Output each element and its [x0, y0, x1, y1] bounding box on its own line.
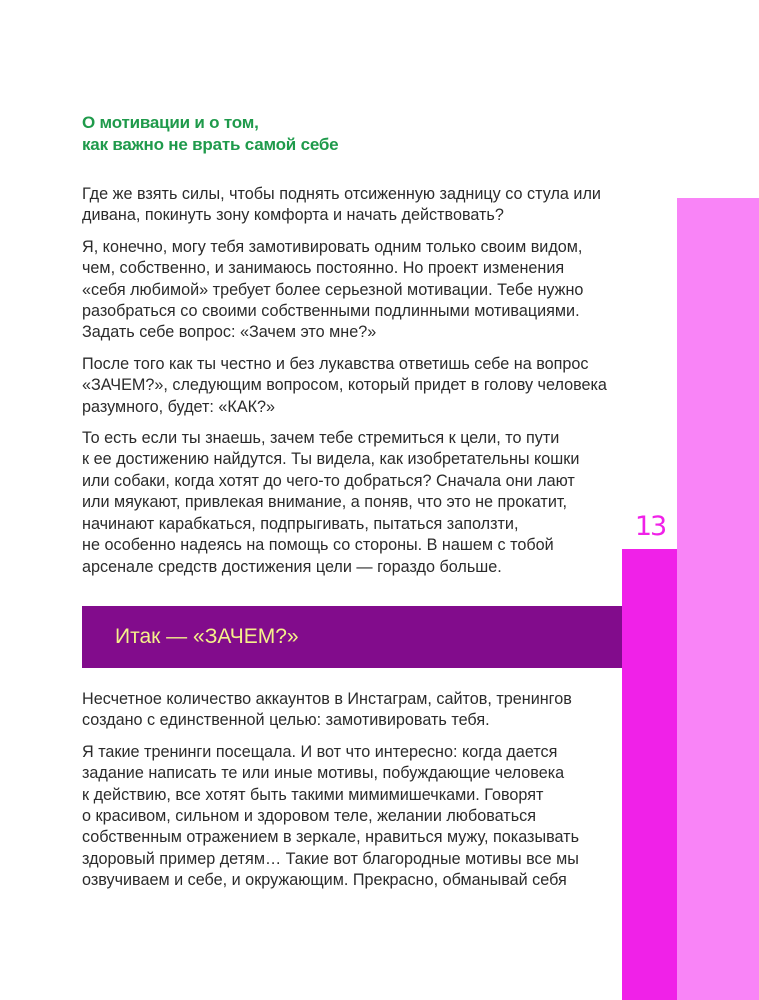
text-line: Я, конечно, могу тебя замотивировать одним только своим видом, — [82, 237, 583, 256]
text-line: дивана, покинуть зону комфорта и начать действовать? — [82, 206, 504, 225]
heading-line: как важно не врать самой себе — [82, 135, 339, 154]
section-banner — [82, 606, 622, 668]
text-line: Я такие тренинги посещала. И вот что интересно: когда дается — [82, 742, 558, 761]
paragraph — [82, 689, 667, 732]
text-line: начинают карабкаться, подпрыгивать, пытаться заползти, — [82, 514, 519, 533]
page-number: 13 — [634, 511, 666, 542]
paragraph — [82, 428, 667, 578]
paragraph — [82, 237, 667, 344]
text-line: озвучиваем и себе, и окружающим. Прекрасно, обманывай себя — [82, 871, 567, 890]
section-title: Итак — «ЗАЧЕМ?» — [115, 625, 299, 648]
text-line: чем, собственно, и занимаюсь постоянно. Но проект изменения — [82, 259, 565, 278]
chapter-heading — [82, 112, 338, 156]
text-line: Несчетное количество аккаунтов в Инстаграм, сайтов, тренингов — [82, 690, 572, 708]
text-line: То есть если ты знаешь, зачем тебе стремиться к цели, то пути — [82, 429, 560, 448]
text-line: Задать себе вопрос: «Зачем это мне?» — [82, 323, 377, 342]
text-line: о красивом, сильном и здоровом теле, желании любоваться — [82, 807, 536, 826]
text-line: разобраться со своими собственными подлинными мотивациями. — [82, 302, 580, 321]
text-line: арсенале средств достижения цели — гораздо больше. — [82, 557, 502, 576]
text-line: «ЗАЧЕМ?», следующим вопросом, который придет в голову человека — [82, 376, 607, 395]
text-line: или мяукают, привлекая внимание, а поняв, что это не прокатит, — [82, 493, 567, 512]
body-text-block-1 — [82, 184, 667, 588]
text-line: к действию, все хотят быть такими мимимишечками. Говорят — [82, 785, 544, 804]
text-line: не особенно надеясь на помощь со стороны. В нашем с тобой — [82, 536, 554, 555]
body-text-block-2 — [82, 689, 667, 902]
text-line: После того как ты честно и без лукавства ответишь себе на вопрос — [82, 354, 589, 373]
text-line: или собаки, когда хотят до чего-то добраться? Сначала они лают — [82, 471, 575, 490]
paragraph — [82, 354, 667, 418]
text-line: «себя любимой» требует более серьезной мотивации. Тебе нужно — [82, 280, 584, 299]
text-line: задание написать те или иные мотивы, побуждающие человека — [82, 764, 565, 783]
text-line: собственным отражением в зеркале, нравиться мужу, показывать — [82, 828, 580, 847]
heading-line: О мотивации и о том, — [82, 113, 259, 132]
text-line: к ее достижению найдутся. Ты видела, как изобретательны кошки — [82, 450, 580, 469]
text-line: здоровый пример детям… Такие вот благородные мотивы все мы — [82, 849, 579, 868]
paragraph — [82, 742, 667, 892]
text-line: разумного, будет: «КАК?» — [82, 397, 276, 416]
text-line: Где же взять силы, чтобы поднять отсиженную задницу со стула или — [82, 185, 601, 203]
paragraph — [82, 184, 667, 227]
decorative-stripe-light — [677, 198, 759, 1000]
text-line: создано с единственной целью: замотивировать тебя. — [82, 711, 490, 730]
